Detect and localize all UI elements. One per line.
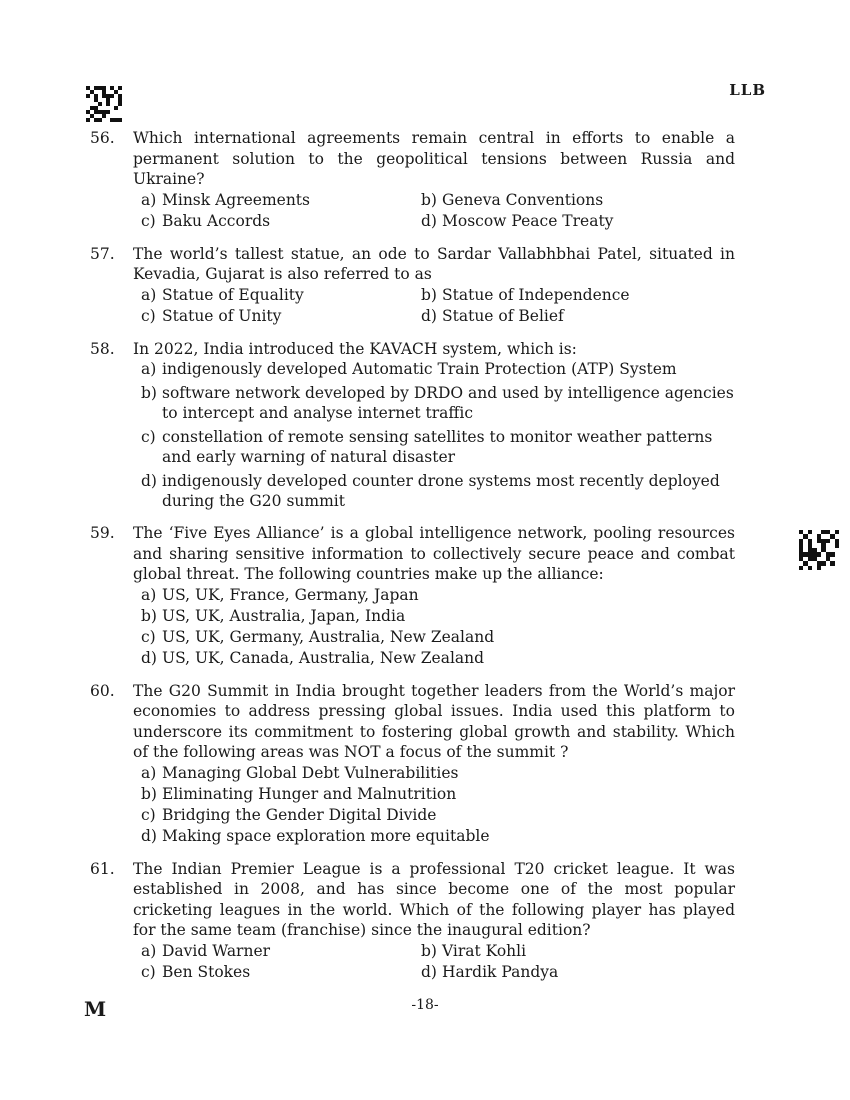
option-b: b) Statue of Independence [421, 285, 630, 304]
option-b: b) Geneva Conventions [421, 190, 604, 209]
options [133, 190, 735, 232]
question-number: 60. [90, 681, 115, 700]
question-57 [90, 244, 735, 327]
option-a: a) Minsk Agreements [141, 190, 310, 209]
option-d: d) Making space exploration more equitable [141, 826, 490, 845]
question-number: 61. [90, 859, 115, 878]
option-d: d) indigenously developed counter drone systems most recently deployed during the G20 summit [141, 472, 720, 510]
option-c: c) Baku Accords [141, 211, 271, 230]
option-b: b) software network developed by DRDO and used by intelligence agencies to intercept and analyse internet traffic [141, 384, 734, 422]
option-d: d) Statue of Belief [421, 306, 564, 325]
option-c: c) Ben Stokes [141, 962, 251, 981]
options [133, 585, 735, 669]
question-58 [90, 339, 735, 512]
option-c: c) US, UK, Germany, Australia, New Zealand [141, 627, 495, 646]
options [133, 359, 735, 511]
question-56 [90, 128, 735, 232]
question-59 [90, 523, 735, 669]
options [133, 285, 735, 327]
question-text: Which international agreements remain central in efforts to enable a permanent solution to the geopolitical tensions between Russia and Ukraine? [133, 129, 735, 188]
qr-code-top [86, 86, 122, 122]
paper-code: LLB [729, 81, 766, 99]
option-a: a) indigenously developed Automatic Train Protection (ATP) System [141, 360, 677, 378]
question-60 [90, 681, 735, 847]
question-number: 58. [90, 339, 115, 358]
question-number: 56. [90, 129, 115, 147]
option-b: b) Virat Kohli [421, 941, 527, 960]
question-text: The G20 Summit in India brought together leaders from the World’s major economies to address pressing global issues. India used this platform to underscore its commitment to fostering global growth and stability. Which of the following areas was NOT a focus of the summit ? [133, 681, 735, 761]
option-b: b) US, UK, Australia, Japan, India [141, 606, 406, 625]
question-61 [90, 859, 735, 983]
question-list [90, 128, 735, 995]
options [133, 763, 735, 847]
question-number: 59. [90, 524, 115, 542]
option-a: a) Statue of Equality [141, 285, 304, 304]
option-a: a) Managing Global Debt Vulnerabilities [141, 763, 459, 782]
option-a: a) David Warner [141, 941, 271, 960]
option-c: c) Statue of Unity [141, 306, 282, 325]
question-text: The world’s tallest statue, an ode to Sardar Vallabhbhai Patel, situated in Kevadia, Gujarat is also referred to as [133, 244, 735, 283]
option-d: d) Moscow Peace Treaty [421, 211, 614, 230]
option-c: c) constellation of remote sensing satellites to monitor weather patterns and early warning of natural disaster [141, 428, 713, 466]
question-text: The ‘Five Eyes Alliance’ is a global intelligence network, pooling resources and sharing sensitive information to collectively secure peace and combat global threat. The following countries make up the alliance: [133, 524, 735, 583]
question-text: The Indian Premier League is a professional T20 cricket league. It was established in 2008, and has since become one of the most popular cricketing leagues in the world. Which of the following player has played for the same team (franchise) since the inaugural edition? [133, 859, 735, 939]
qr-code-side [799, 530, 839, 570]
series-mark: M [84, 997, 107, 1021]
option-d: d) US, UK, Canada, Australia, New Zealand [141, 648, 485, 667]
page-number: -18- [411, 997, 439, 1013]
option-c: c) Bridging the Gender Digital Divide [141, 805, 437, 824]
option-b: b) Eliminating Hunger and Malnutrition [141, 784, 457, 803]
question-text: In 2022, India introduced the KAVACH system, which is: [133, 339, 577, 358]
option-d: d) Hardik Pandya [421, 962, 559, 981]
options [133, 941, 735, 983]
question-number: 57. [90, 244, 115, 263]
option-a: a) US, UK, France, Germany, Japan [141, 585, 419, 604]
